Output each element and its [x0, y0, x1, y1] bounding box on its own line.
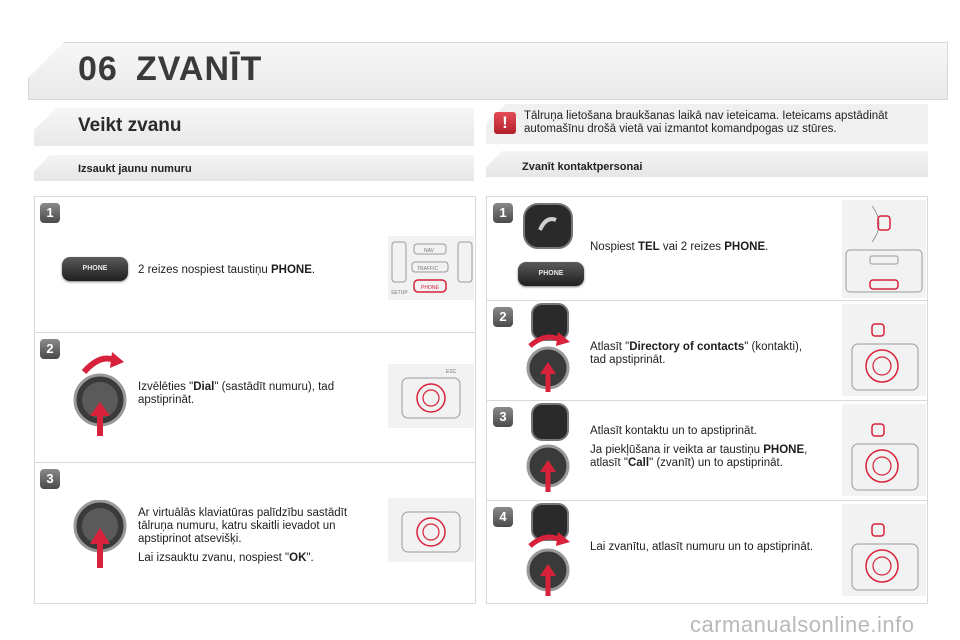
step-text: Atlasīt kontaktu un to apstiprināt. Ja piekļūšana ir veikta ar taustiņu PHONE, atlasīt "Call" (zvanīt) un to apstiprināt. — [590, 425, 808, 469]
divider — [486, 300, 928, 301]
step-text: Nospiest TEL vai 2 reizes PHONE. — [590, 241, 769, 253]
step-badge: 2 — [493, 307, 513, 327]
divider — [34, 332, 476, 333]
step-text: 2 reizes nospiest taustiņu PHONE. — [138, 264, 316, 276]
console-label-setup: SETUP — [391, 290, 408, 296]
steering-knob-graphic — [520, 402, 576, 494]
step-badge: 1 — [493, 203, 513, 223]
console-label-traffic: TRAFFIC — [417, 266, 439, 272]
console-knob-illustration — [388, 364, 474, 428]
steering-knob-graphic — [520, 302, 576, 394]
steering-console-illustration — [842, 304, 926, 396]
step-badge: 4 — [493, 507, 513, 527]
steering-console-illustration — [842, 200, 926, 298]
divider — [34, 462, 476, 463]
divider — [486, 500, 928, 501]
step-badge: 3 — [493, 407, 513, 427]
console-knob-illustration — [388, 498, 474, 562]
console-label-esc: ESC — [446, 369, 457, 375]
console-buttons-illustration — [388, 236, 474, 300]
watermark: carmanualsonline.info — [690, 612, 915, 637]
step-text: Lai zvanītu, atlasīt numuru un to apstiprināt. — [590, 541, 814, 553]
divider — [486, 400, 928, 401]
chapter-number: 06 — [78, 50, 118, 88]
phone-button-graphic: PHONE — [62, 257, 128, 281]
step-text: Ar virtuālās klaviatūras palīdzību sastādīt tālruņa numuru, katru skaitli ievadot un apstiprinot atsevišķi. Lai izsauktu zvanu, nospiest "OK". — [138, 507, 348, 564]
exclamation-icon: ! — [494, 112, 516, 134]
step-text: Atlasīt "Directory of contacts" (kontakti), tad apstiprināt. — [590, 341, 803, 366]
chapter-title: ZVANĪT — [136, 50, 263, 88]
step-badge: 3 — [40, 469, 60, 489]
steering-console-illustration — [842, 504, 926, 596]
right-subsection-title: Zvanīt kontaktpersonai — [522, 161, 643, 173]
warning-text: Tālruņa lietošana braukšanas laikā nav ieteicama. Ieteicams apstādināt automašīnu drošā vietā vai izmantot komandpogas uz stūres. — [524, 110, 888, 135]
step-badge: 1 — [40, 203, 60, 223]
steering-tel-button-graphic — [520, 200, 576, 252]
step-badge: 2 — [40, 339, 60, 359]
console-label-phone: PHONE — [421, 285, 439, 291]
phone-button-graphic: PHONE — [518, 262, 584, 286]
rotary-knob-graphic — [70, 500, 132, 570]
rotary-knob-graphic — [70, 350, 132, 440]
left-subsection-title: Izsaukt jaunu numuru — [78, 163, 192, 175]
step-text: Izvēlēties "Dial" (sastādīt numuru), tad apstiprināt. — [138, 381, 335, 406]
steering-console-illustration — [842, 404, 926, 496]
steering-knob-graphic — [520, 502, 576, 598]
section-title: Veikt zvanu — [78, 115, 182, 136]
console-label-nav: NAV — [424, 248, 434, 254]
